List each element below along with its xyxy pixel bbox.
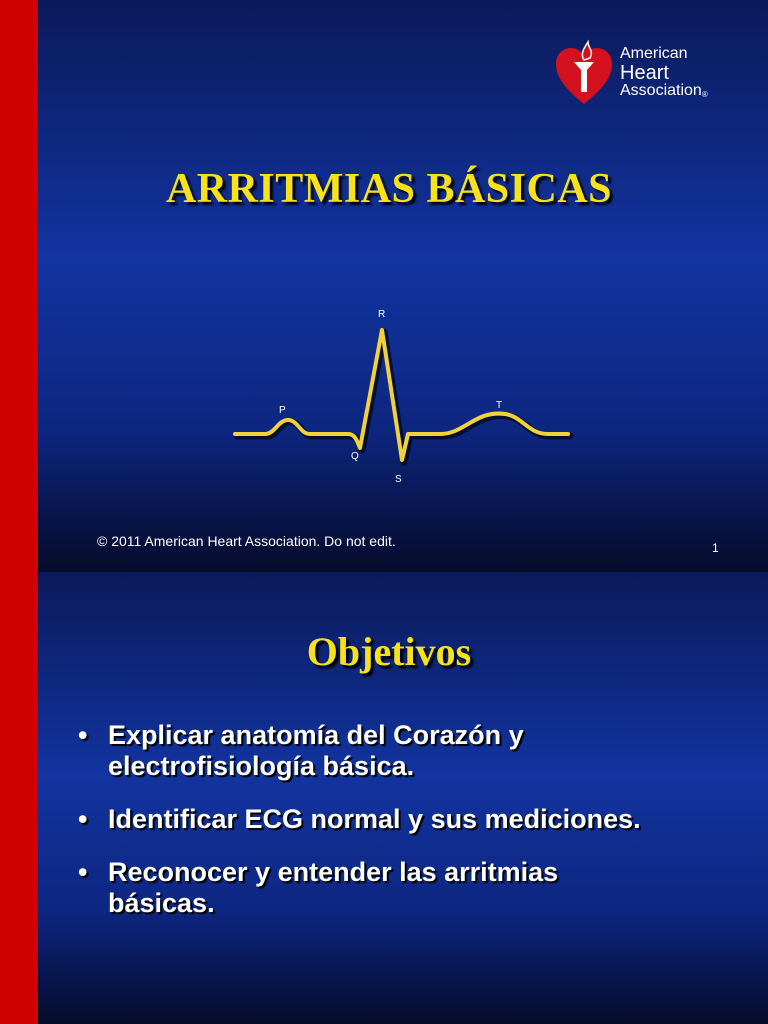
ecg-label-p: P [279,405,286,416]
objectives-list [78,720,738,941]
ecg-label-t: T [496,400,503,411]
logo-line-3: Association [620,82,702,99]
bullet-text-line-1: Explicar anatomía del Corazón y [108,720,524,750]
slide-title: ARRITMIAS BÁSICAS [165,166,613,212]
bullet-dot: • [78,804,88,834]
ecg-label-s: S [395,474,402,485]
bullet-text-line-1: Reconocer y entender las arritmias [108,857,559,887]
bullet-text-line-1: Identificar ECG normal y sus mediciones. [108,804,641,834]
bullet-text-line-2: electrofisiología básica. [108,751,415,781]
logo-line-1: American [620,45,688,62]
ecg-label-q: Q [351,451,359,462]
bullet-dot: • [78,720,88,750]
heart-torch-icon [554,38,614,108]
slide-2 [0,572,768,1024]
ecg-waveform [230,300,575,490]
bullet-dot: • [78,857,88,887]
registered-mark: ® [701,90,708,99]
bullet-text-line-2: básicas. [108,888,215,918]
list-item [78,857,738,919]
list-item [78,720,738,782]
aha-logo [554,38,734,108]
ecg-label-r: R [378,309,386,320]
copyright-notice: © 2011 American Heart Association. Do not edit. [97,533,396,549]
objectives-title: Objetivos [306,629,472,674]
page-number: 1 [712,541,719,555]
list-item [78,804,738,835]
logo-line-2: Heart [620,62,669,84]
